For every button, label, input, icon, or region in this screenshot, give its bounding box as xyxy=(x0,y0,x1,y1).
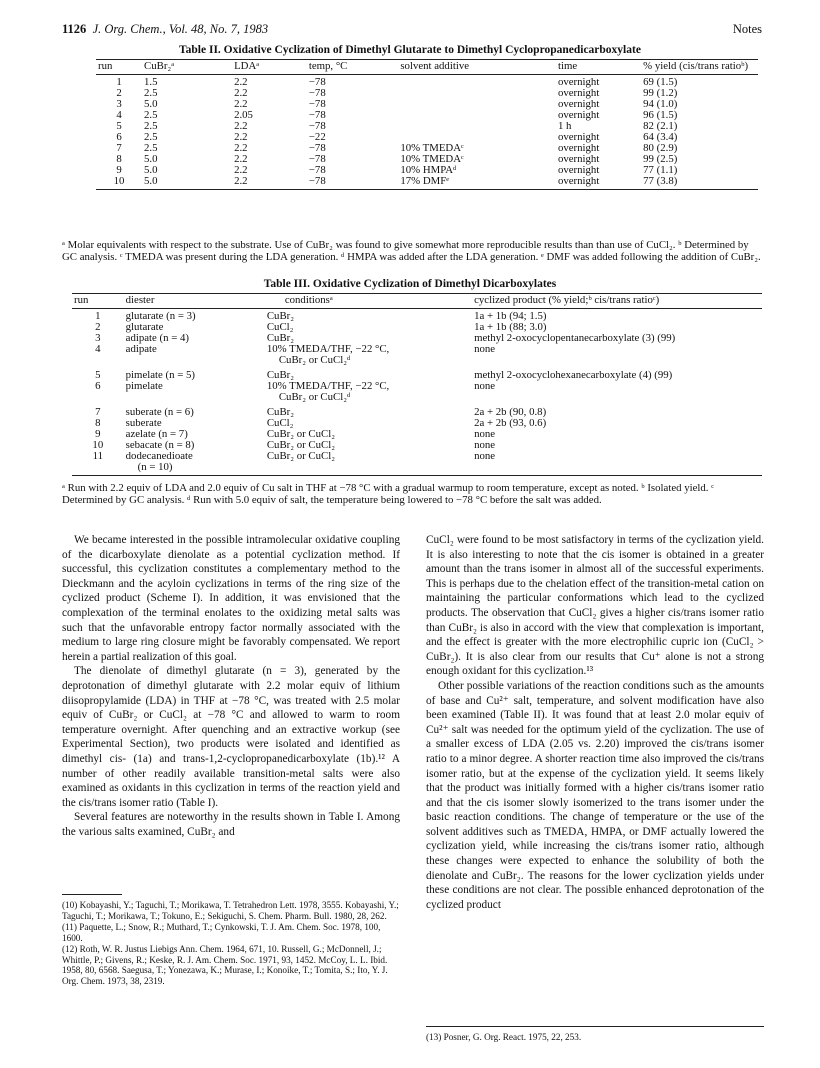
product-cell: 1a + 1b (94; 1.5) xyxy=(474,310,547,322)
table-row xyxy=(72,309,762,323)
run-cell: 11 xyxy=(72,451,124,476)
footnote-rule-left xyxy=(62,894,122,895)
table-cell: 64 (3.4) xyxy=(643,131,678,143)
run-cell: 6 xyxy=(95,380,101,392)
conditions-text: CuBr₂ xyxy=(266,310,295,322)
body-paragraph: CuCl₂ were found to be most satisfactory in terms of the cyclization yield. It is also interesting to note that the cis isomer is obtained in a greater amount than the trans isomer in almost all of the successful experiments. This is perhaps due to the chelation effect of the transition-metal cation on maintaining the particular conformations which lead to the cyclized products. The observation that CuCl₂ gives a higher cis/trans isomer ratio than CuBr₂ is also in accord with the view that complexation is important, and the effect is greater with the more electrophilic cupric ion (CuCl₂ > CuBr₂). It is also clear from our results that Cu⁺ alone is not a strong enough oxidant for this cyclization.¹³ xyxy=(426,534,764,678)
table-cell: 17% DMFᵉ xyxy=(398,176,556,190)
table2-caption: Table II. Oxidative Cyclization of Dimethyl Glutarate to Dimethyl Cyclopropanedicarboxylate xyxy=(179,44,641,56)
table-cell: 4 xyxy=(116,109,122,121)
table-cell: 77 (3.8) xyxy=(641,176,758,190)
diester-name: glutarate (n = 3) xyxy=(125,310,196,322)
table-cell: 10% TMEDAᶜ xyxy=(400,153,464,165)
left-body-column xyxy=(62,533,400,839)
run-cell: 1 xyxy=(95,310,101,322)
body-paragraph: Other possible variations of the reaction conditions such as the amounts of base and Cu²⁺ salt, temperature, and solvent modification have also been examined (Table II). It was found that at least 2.0 molar equiv of Cu²⁺ salt was needed for the optimum yield of the cyclization. The use of a smaller excess of LDA (2.05 vs. 2.20) improved the cis/trans isomer ratio to a minor degree. A shorter reaction time also improved the cis/trans isomer ratio, but at the expense of the cyclization yield. It seems likely that the product was initially formed with a higher cis/trans isomer ratio and that the cis isomer slowly isomerized to the trans isomer under the basic reaction conditions. The change of temperature or the use of the solvent additives such as TMEDA, HMPA, or DMF actually lowered the cyclization yield, while increasing the cis/trans isomer ratio, although these changes were expected to enhance the solubility of both the dienolate and CuBr₂. The reasons for the lower cyclization yields under these conditions are not clear. The possible enhanced deprotonation of the cyclized product xyxy=(426,679,764,911)
table-cell: overnight xyxy=(557,109,600,121)
table2-col-header: temp, °C xyxy=(307,60,399,75)
table-cell: 99 (1.2) xyxy=(643,87,678,99)
conditions-text: CuCl₂ xyxy=(266,321,294,333)
conditions-text: CuBr₂ xyxy=(266,332,295,344)
table3-col-header: diester xyxy=(124,294,265,309)
table-cell: −78 xyxy=(307,176,399,190)
table-cell: 2.2 xyxy=(232,176,307,190)
table-cell: 5 xyxy=(116,120,122,132)
diester-cell xyxy=(124,403,265,418)
table3-col-header: run xyxy=(72,294,124,309)
diester-note: (n = 10) xyxy=(137,461,173,473)
table-row xyxy=(72,381,762,403)
table-cell: −78 xyxy=(308,76,326,88)
diester-name: azelate (n = 7) xyxy=(125,428,188,440)
conditions-text: 10% TMEDA/THF, −22 °C, xyxy=(266,380,390,392)
section-label: Notes xyxy=(732,22,762,36)
run-cell: 10 xyxy=(92,439,104,451)
conditions-cell xyxy=(265,381,458,403)
table-cell: 69 (1.5) xyxy=(643,76,678,88)
diester-name: adipate xyxy=(125,343,157,355)
product-cell: methyl 2-oxocyclopentanecarboxylate (3) (99) xyxy=(474,332,676,344)
table-cell: overnight xyxy=(557,87,600,99)
table2-col-header: time xyxy=(556,60,641,75)
table3-caption: Table III. Oxidative Cyclization of Dimethyl Dicarboxylates xyxy=(263,278,557,290)
conditions-cell xyxy=(265,344,458,366)
table-cell: 3 xyxy=(116,98,122,110)
reference-entry: (10) Kobayashi, Y.; Taguchi, T.; Morikawa, T. Tetrahedron Lett. 1978, 3555. Kobayashi, Y.; Taguchi, T.; Morikawa, T.; Tokuno, E.; Sekiguchi, S. Chem. Pharm. Bull. 1980, 28, 262. xyxy=(62,900,399,921)
table-cell: −78 xyxy=(308,87,326,99)
table-cell: 2.2 xyxy=(234,76,248,88)
table-cell: 2.5 xyxy=(144,142,158,154)
table-cell: 10 xyxy=(96,176,142,190)
conditions-text: CuBr₂ or CuCl₂ xyxy=(266,450,335,462)
diester-name: dodecanedioate xyxy=(125,450,193,462)
table3-header-row xyxy=(72,294,762,309)
table-row xyxy=(72,366,762,381)
table-cell: overnight xyxy=(557,164,600,176)
table-cell: 94 (1.0) xyxy=(643,98,678,110)
table-row xyxy=(72,344,762,366)
diester-cell xyxy=(124,344,265,366)
table-cell xyxy=(398,88,556,99)
left-references xyxy=(62,900,400,987)
table3-col-header: cyclized product (% yield;ᵇ cis/trans ratioᶜ) xyxy=(458,294,762,309)
diester-cell xyxy=(124,366,265,381)
conditions-text: CuCl₂ xyxy=(266,417,294,429)
table3 xyxy=(72,293,762,476)
table-cell: 96 (1.5) xyxy=(643,109,678,121)
table-cell: 1 h xyxy=(557,120,572,132)
page-number: 1126 xyxy=(62,22,87,36)
conditions-text: CuBr₂ xyxy=(266,369,295,381)
product-cell: none xyxy=(458,451,762,476)
table-cell xyxy=(398,99,556,110)
right-references xyxy=(426,1032,764,1044)
table-cell: 2.2 xyxy=(234,164,248,176)
table-cell: 2.5 xyxy=(144,109,158,121)
table-cell: 2.2 xyxy=(234,142,248,154)
table-cell: −78 xyxy=(308,153,326,165)
table-cell xyxy=(398,110,556,121)
table-cell: overnight xyxy=(557,142,600,154)
table-cell: 2.2 xyxy=(234,131,248,143)
table2-header-row xyxy=(96,60,758,75)
table-cell: 1 xyxy=(116,76,122,88)
table2-col-header: LDAᵃ xyxy=(232,60,307,75)
table-cell: 5.0 xyxy=(144,164,158,176)
diester-name: sebacate (n = 8) xyxy=(125,439,195,451)
conditions-text: CuBr₂ xyxy=(266,406,295,418)
conditions-text: CuBr₂ or CuCl₂ xyxy=(266,439,335,451)
table-cell: overnight xyxy=(557,98,600,110)
table-cell: 2.2 xyxy=(234,98,248,110)
table-cell: 5.0 xyxy=(144,153,158,165)
table-cell: 2.5 xyxy=(144,131,158,143)
table2-col-header: % yield (cis/trans ratioᵇ) xyxy=(641,60,758,75)
product-cell: none xyxy=(474,343,496,355)
diester-name: pimelate (n = 5) xyxy=(125,369,196,381)
table-cell: 2.2 xyxy=(234,120,248,132)
table2-col-header: solvent additive xyxy=(398,60,556,75)
table2-col-header: CuBr₂ᵃ xyxy=(142,60,232,75)
table-cell: 9 xyxy=(116,164,122,176)
table-cell: 7 xyxy=(116,142,122,154)
table-cell: −78 xyxy=(308,120,326,132)
body-paragraph: The dienolate of dimethyl glutarate (n = 3), generated by the deprotonation of dimethyl glutarate with 2.2 molar equiv of lithium diisopropylamide (LDA) in THF at −78 °C, was treated with 2.5 molar equiv of CuBr₂ or CuCl₂ at −78 °C and allowed to warm to room temperature overnight. After quenching and an extractive workup (see Experimental Section), two products were isolated and identified as dimethyl cis- (1a) and trans-1,2-cyclopropanedicarboxylate (1b).¹² A number of other readily available transition-metal salts were also examined as oxidants in this cyclization in terms of the reaction yield and the cis/trans isomer ratio (Table I). xyxy=(62,665,400,809)
diester-cell xyxy=(124,451,265,476)
conditions-cell xyxy=(265,366,458,381)
run-cell: 8 xyxy=(95,417,101,429)
table2 xyxy=(96,59,758,190)
table-row xyxy=(72,403,762,418)
diester-name: glutarate xyxy=(125,321,164,333)
table-cell: −22 xyxy=(308,131,326,143)
reference-entry: (13) Posner, G. Org. React. 1975, 22, 253. xyxy=(426,1032,582,1042)
table-cell: overnight xyxy=(557,76,600,88)
diester-cell xyxy=(124,381,265,403)
table-cell: 77 (1.1) xyxy=(643,164,678,176)
product-cell: none xyxy=(474,380,496,392)
diester-name: adipate (n = 4) xyxy=(125,332,190,344)
conditions-cell xyxy=(265,309,458,323)
run-cell: 9 xyxy=(95,428,101,440)
conditions-cell xyxy=(265,403,458,418)
table-cell: 80 (2.9) xyxy=(643,142,678,154)
table-cell: 2.5 xyxy=(144,87,158,99)
product-cell: methyl 2-oxocyclohexanecarboxylate (4) (99) xyxy=(474,369,673,381)
table-cell: 2.05 xyxy=(234,109,253,121)
table-cell: 99 (2.5) xyxy=(643,153,678,165)
conditions-text: CuBr₂ or CuCl₂ xyxy=(266,428,335,440)
table-cell: 5.0 xyxy=(142,176,232,190)
table3-footnote: ᵃ Run with 2.2 equiv of LDA and 2.0 equiv of Cu salt in THF at −78 °C with a gradual warmup to room temperature, except as noted. ᵇ Isolated yield. ᶜ Determined by GC analysis. ᵈ Run with 5.0 equiv of salt, the temperature being lowered to −78 °C before the salt was added. xyxy=(62,482,714,506)
table-cell xyxy=(398,121,556,132)
run-cell: 5 xyxy=(95,369,101,381)
header-left xyxy=(62,22,268,37)
run-cell: 4 xyxy=(95,343,101,355)
journal-citation: J. Org. Chem., Vol. 48, No. 7, 1983 xyxy=(92,22,269,36)
diester-name: pimelate xyxy=(125,380,163,392)
table-cell: 1.5 xyxy=(144,76,158,88)
table2-footnote: ᵃ Molar equivalents with respect to the substrate. Use of CuBr₂ was found to give somewhat more reproducible results than than use of CuCl₂. ᵇ Determined by GC analysis. ᶜ TMEDA was present during the LDA generation. ᵈ HMPA was added after the LDA generation. ᵉ DMF was added following the addition of CuBr₂. xyxy=(62,239,761,263)
table-cell: 2.2 xyxy=(234,87,248,99)
conditions-text-cont: CuBr₂ or CuCl₂ᵈ xyxy=(278,391,351,403)
reference-entry: (12) Roth, W. R. Justus Liebigs Ann. Chem. 1964, 671, 10. Russell, G.; McDonnell, J.; Whittle, P.; Givens, R.; Keske, R. J. Am. Chem. Soc. 1971, 93, 1452. McCoy, L. L. Ibid. 1958, 80, 6568. Saegusa, T.; Yonezawa, K.; Murase, I.; Konoike, T.; Tomita, S.; Ito, Y. J. Org. Chem. 1973, 38, 2319. xyxy=(62,944,388,986)
table-cell: −78 xyxy=(308,98,326,110)
diester-name: suberate (n = 6) xyxy=(125,406,194,418)
table2-col-header: run xyxy=(96,60,142,75)
table-cell: 8 xyxy=(116,153,122,165)
run-cell: 2 xyxy=(95,321,101,333)
table-cell: 5.0 xyxy=(144,98,158,110)
table-cell xyxy=(398,75,556,89)
table-cell: 6 xyxy=(116,131,122,143)
table-row xyxy=(72,333,762,344)
reference-entry: (11) Paquette, L.; Snow, R.; Muthard, T.; Cynkowski, T. J. Am. Chem. Soc. 1978, 100, 1600. xyxy=(62,922,381,943)
product-cell: 2a + 2b (93, 0.6) xyxy=(474,417,547,429)
table-cell: overnight xyxy=(556,176,641,190)
table3-col-header: conditionsᵃ xyxy=(265,294,458,309)
product-cell: 1a + 1b (88; 3.0) xyxy=(474,321,547,333)
conditions-text: 10% TMEDA/THF, −22 °C, xyxy=(266,343,390,355)
table-row xyxy=(72,451,762,476)
table-row xyxy=(96,75,758,89)
table-cell: 2.2 xyxy=(234,153,248,165)
table-cell: overnight xyxy=(557,153,600,165)
table-cell: overnight xyxy=(557,131,600,143)
right-body-column xyxy=(426,533,764,912)
table-cell: 10% TMEDAᶜ xyxy=(400,142,464,154)
product-cell: none xyxy=(474,428,496,440)
run-cell: 3 xyxy=(95,332,101,344)
product-cell: none xyxy=(474,439,496,451)
footnote-rule-right xyxy=(426,1026,764,1027)
diester-cell xyxy=(124,309,265,323)
table-cell: 2.5 xyxy=(144,120,158,132)
table-cell: 10% HMPAᵈ xyxy=(400,164,457,176)
body-paragraph: Several features are noteworthy in the results shown in Table I. Among the various salts examined, CuBr₂ and xyxy=(62,811,400,838)
conditions-text-cont: CuBr₂ or CuCl₂ᵈ xyxy=(278,354,351,366)
body-paragraph: We became interested in the possible intramolecular oxidative coupling of the dicarboxylate dienolate as a potential cyclization method. If successful, this cyclization constitutes a complementary method to the Dieckmann and the acyloin cyclizations in terms of the ring size of the cyclized product (Scheme I). In addition, it was envisioned that the complexation of the terminal enolates to the oxidizing metal salts was such that the unfavorable entropy factor normally associated with the medium to large ring closure might be favorably compensated. We report herein a partial realization of this goal. xyxy=(62,534,400,663)
table-cell: −78 xyxy=(308,164,326,176)
table-row xyxy=(96,176,758,190)
run-cell: 7 xyxy=(95,406,101,418)
table-cell: 82 (2.1) xyxy=(643,120,678,132)
table-cell: −78 xyxy=(308,109,326,121)
table-cell: 2 xyxy=(116,87,122,99)
product-cell: 2a + 2b (90, 0.8) xyxy=(474,406,547,418)
diester-name: suberate xyxy=(125,417,162,429)
conditions-cell xyxy=(265,451,458,476)
table-cell: −78 xyxy=(308,142,326,154)
